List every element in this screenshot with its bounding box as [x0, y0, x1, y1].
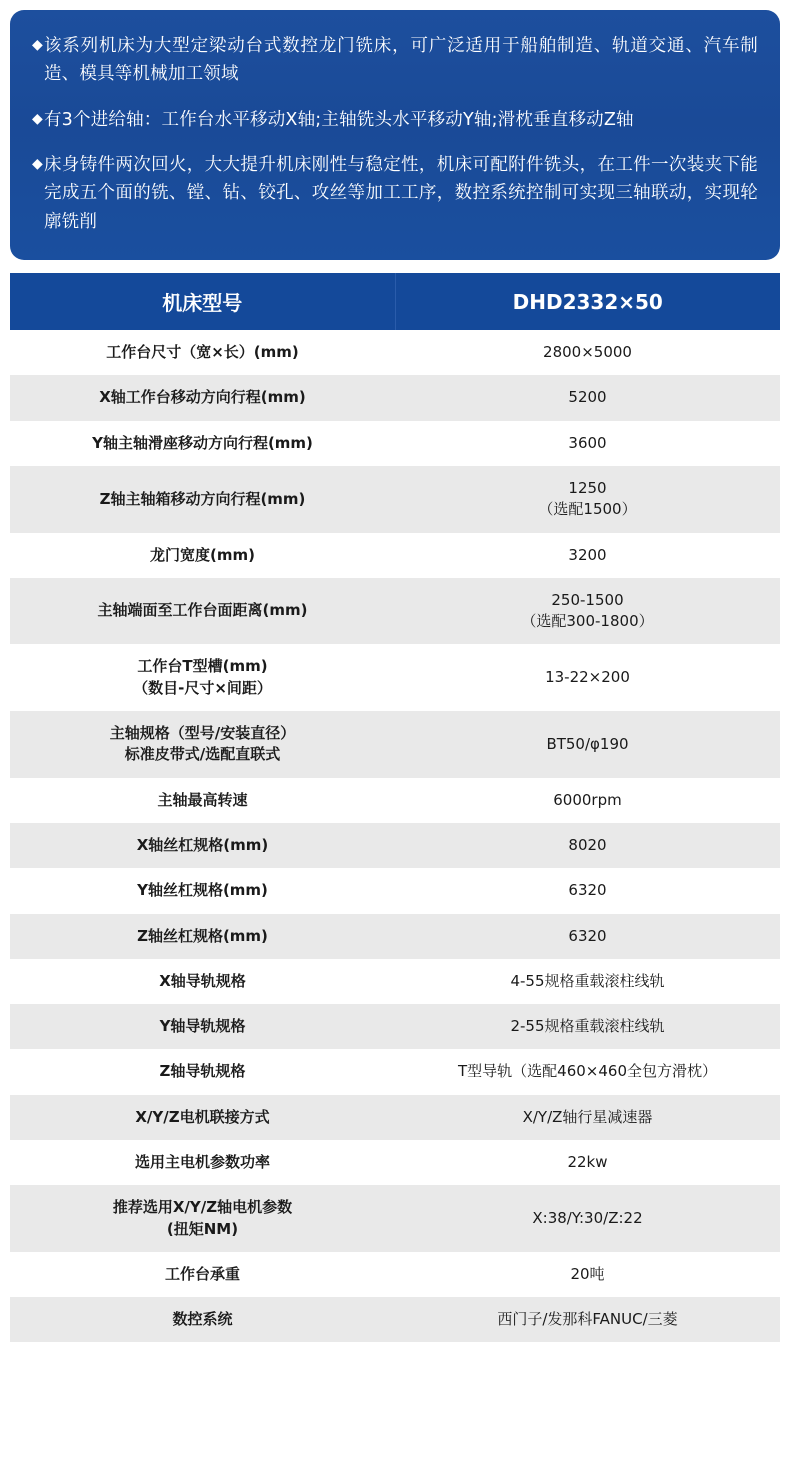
table-row: [10, 711, 780, 778]
row-label: Z轴丝杠规格(mm): [10, 914, 395, 959]
row-label: Z轴导轨规格: [10, 1049, 395, 1094]
table-row: [10, 1004, 780, 1049]
intro-line: [32, 32, 758, 89]
table-row: [10, 533, 780, 578]
intro-line-text: 床身铸件两次回火，大大提升机床刚性与稳定性，机床可配附件铣头，在工件一次装夹下能完成五个面的铣、镗、钻、铰孔、攻丝等加工工序，数控系统控制可实现三轴联动，实现轮廓铣削: [43, 155, 758, 232]
row-label: 主轴规格（型号/安装直径） 标准皮带式/选配直联式: [10, 711, 395, 778]
row-value: 250-1500 （选配300-1800）: [395, 578, 780, 645]
table-row: [10, 1140, 780, 1185]
row-label: X/Y/Z电机联接方式: [10, 1095, 395, 1140]
intro-line: [32, 151, 758, 236]
row-label: Y轴丝杠规格(mm): [10, 868, 395, 913]
row-label: Z轴主轴箱移动方向行程(mm): [10, 466, 395, 533]
row-label: 龙门宽度(mm): [10, 533, 395, 578]
table-header-model-value: DHD2332×50: [395, 273, 780, 330]
intro-panel: [10, 10, 780, 260]
row-value: 6320: [395, 914, 780, 959]
row-label: 主轴端面至工作台面距离(mm): [10, 578, 395, 645]
row-value: 22kw: [395, 1140, 780, 1185]
row-value: 8020: [395, 823, 780, 868]
diamond-bullet-icon: ◆: [32, 37, 43, 53]
table-row: [10, 868, 780, 913]
intro-line-text: 该系列机床为大型定梁动台式数控龙门铣床，可广泛适用于船舶制造、轨道交通、汽车制造、模具等机械加工领域: [43, 36, 758, 85]
row-value: X/Y/Z轴行星减速器: [395, 1095, 780, 1140]
table-row: [10, 823, 780, 868]
table-row: [10, 1252, 780, 1297]
table-row: [10, 959, 780, 1004]
row-value: 13-22×200: [395, 644, 780, 711]
row-value: 3600: [395, 421, 780, 466]
row-value: 3200: [395, 533, 780, 578]
row-value: 6320: [395, 868, 780, 913]
row-label: X轴导轨规格: [10, 959, 395, 1004]
diamond-bullet-icon: ◆: [32, 110, 43, 127]
table-header-row: [10, 273, 780, 330]
row-value: X:38/Y:30/Z:22: [395, 1185, 780, 1252]
row-label: 选用主电机参数功率: [10, 1140, 395, 1185]
row-value: T型导轨（选配460×460全包方滑枕）: [395, 1049, 780, 1094]
table-row: [10, 644, 780, 711]
table-row: [10, 1049, 780, 1094]
row-value: 6000rpm: [395, 778, 780, 823]
row-value: 4-55规格重载滚柱线轨: [395, 959, 780, 1004]
row-label: X轴丝杠规格(mm): [10, 823, 395, 868]
row-value: BT50/φ190: [395, 711, 780, 778]
row-label: 主轴最高转速: [10, 778, 395, 823]
row-value: 1250 （选配1500）: [395, 466, 780, 533]
intro-line: [32, 106, 758, 134]
table-row: [10, 330, 780, 375]
row-label: 工作台尺寸（宽×长）(mm): [10, 330, 395, 375]
row-label: 推荐选用X/Y/Z轴电机参数 (扭矩NM): [10, 1185, 395, 1252]
table-row: [10, 778, 780, 823]
table-row: [10, 421, 780, 466]
intro-line-text: 有3个进给轴：工作台水平移动X轴;主轴铣头水平移动Y轴;滑枕垂直移动Z轴: [43, 109, 634, 130]
row-value: 西门子/发那科FANUC/三菱: [395, 1297, 780, 1342]
table-row: [10, 1185, 780, 1252]
table-row: [10, 1297, 780, 1342]
table-row: [10, 914, 780, 959]
row-label: Y轴导轨规格: [10, 1004, 395, 1049]
table-row: [10, 578, 780, 645]
row-label: X轴工作台移动方向行程(mm): [10, 375, 395, 420]
row-label: 工作台T型槽(mm) （数目-尺寸×间距）: [10, 644, 395, 711]
table-row: [10, 375, 780, 420]
table-header-model-label: 机床型号: [10, 273, 395, 330]
row-label: Y轴主轴滑座移动方向行程(mm): [10, 421, 395, 466]
row-value: 5200: [395, 375, 780, 420]
row-value: 2-55规格重载滚柱线轨: [395, 1004, 780, 1049]
table-row: [10, 466, 780, 533]
row-value: 2800×5000: [395, 330, 780, 375]
diamond-bullet-icon: ◆: [32, 156, 43, 173]
table-row: [10, 1095, 780, 1140]
row-label: 工作台承重: [10, 1252, 395, 1297]
row-value: 20吨: [395, 1252, 780, 1297]
specification-table: [10, 273, 780, 1342]
row-label: 数控系统: [10, 1297, 395, 1342]
